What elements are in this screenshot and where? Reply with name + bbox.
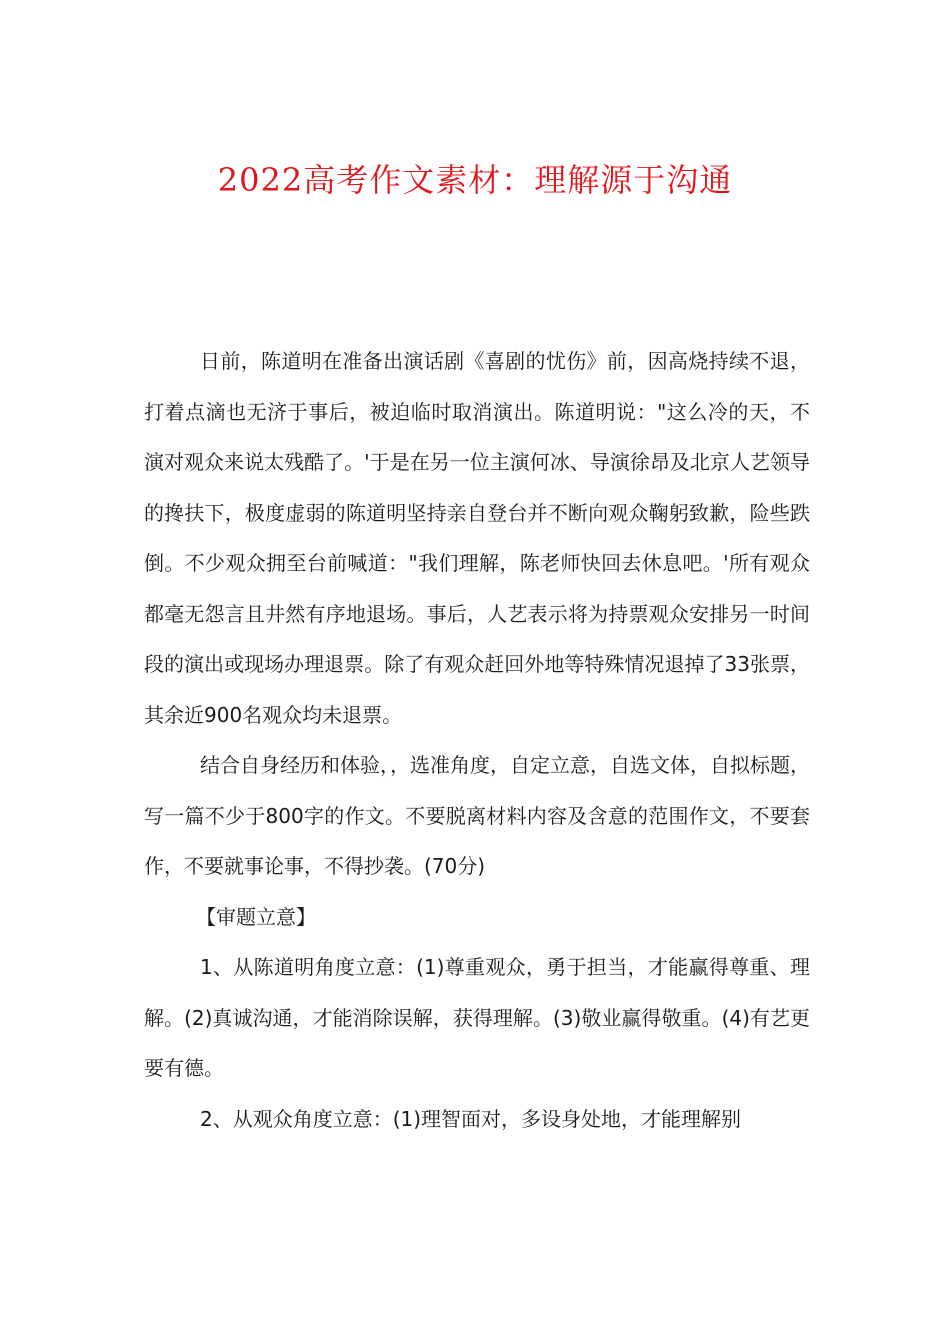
paragraph-material: 日前，陈道明在准备出演话剧《喜剧的忧伤》前，因高烧持续不退，打着点滴也无济于事后，被迫临时取消演出。陈道明说："这么冷的天，不演对观众来说太残酷了。'于是在另一位主演何冰、导演徐昂及北京人艺领导的搀扶下，极度虚弱的陈道明坚持亲自登台并不断向观众鞠躬致歉，险些跌倒。不少观众拥至台前喊道："我们理解，陈老师快回去休息吧。'所有观众都毫无怨言且井然有序地退场。事后，人艺表示将为持票观众安排另一时间段的演出或现场办理退票。除了有观众赶回外地等特殊情况退掉了33张票，其余近900名观众均未退票。 <box>144 349 810 727</box>
point-item: 2、从观众角度立意：(1)理智面对，多设身处地，才能理解别 <box>200 1106 742 1131</box>
point-item: 1、从陈道明角度立意：(1)尊重观众，勇于担当，才能赢得尊重、理解。(2)真诚沟通，才能消除误解，获得理解。(3)敬业赢得敬重。(4)有艺更要有德。 <box>144 955 810 1080</box>
document-title: 2022高考作文素材：理解源于沟通 <box>217 161 733 199</box>
paragraph-instructions: 结合自身经历和体验，，选准角度，自定立意，自选文体，自拟标题，写一篇不少于800字的作文。不要脱离材料内容及含意的范围作文，不要套作，不要就事论事，不得抄袭。(70分) <box>144 753 810 878</box>
document-body <box>144 336 810 1144</box>
section-heading: 【审题立意】 <box>196 904 316 929</box>
